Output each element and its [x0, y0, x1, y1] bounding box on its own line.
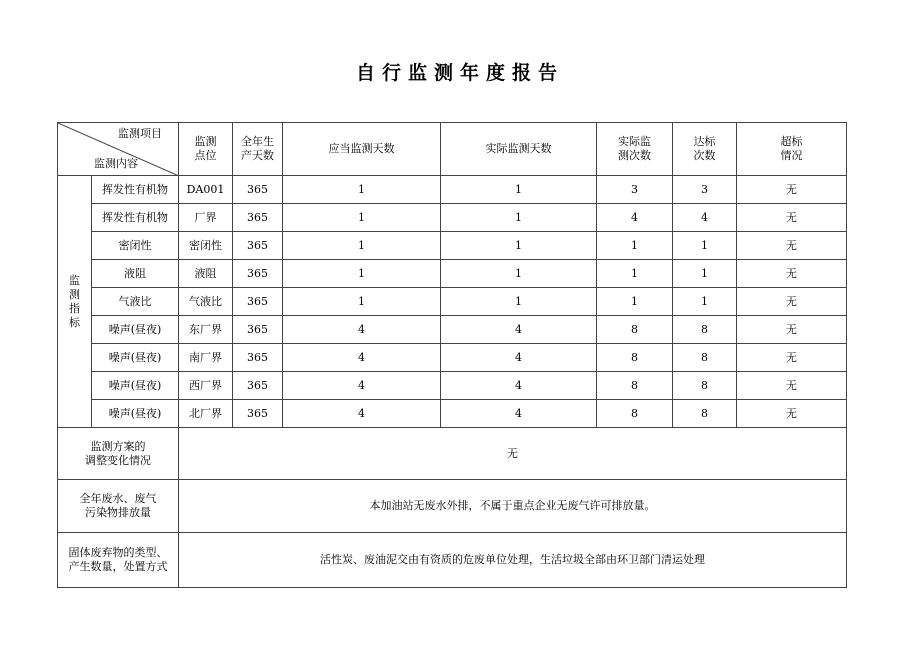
- cell-planned: 4: [283, 316, 441, 344]
- cell-item: 气液比: [92, 288, 179, 316]
- cell-item: 噪声(昼夜): [92, 372, 179, 400]
- cell-times: 3: [597, 176, 673, 204]
- header-pass-times: 达标 次数: [673, 123, 737, 176]
- cell-days: 365: [233, 372, 283, 400]
- cell-point: 密闭性: [179, 232, 233, 260]
- cell-item: 噪声(昼夜): [92, 316, 179, 344]
- header-planned-days: 应当监测天数: [283, 123, 441, 176]
- cell-point: 西厂界: [179, 372, 233, 400]
- cell-item: 挥发性有机物: [92, 204, 179, 232]
- cell-times: 8: [597, 316, 673, 344]
- section-label: 全年废水、废气 污染物排放量: [58, 480, 179, 533]
- cell-exceed: 无: [737, 232, 847, 260]
- cell-exceed: 无: [737, 400, 847, 428]
- section-value: 无: [179, 428, 847, 480]
- monitoring-report-table: [57, 122, 847, 588]
- cell-times: 8: [597, 344, 673, 372]
- cell-days: 365: [233, 288, 283, 316]
- cell-actual: 1: [441, 232, 597, 260]
- cell-times: 8: [597, 372, 673, 400]
- cell-exceed: 无: [737, 204, 847, 232]
- section-solid-waste: [58, 533, 847, 588]
- cell-planned: 1: [283, 176, 441, 204]
- cell-days: 365: [233, 204, 283, 232]
- header-days: 全年生 产天数: [233, 123, 283, 176]
- cell-item: 密闭性: [92, 232, 179, 260]
- header-row: [58, 123, 847, 176]
- cell-item: 噪声(昼夜): [92, 344, 179, 372]
- section-value: 本加油站无废水外排，不属于重点企业无废气许可排放量。: [179, 480, 847, 533]
- cell-exceed: 无: [737, 316, 847, 344]
- cell-point: 液阻: [179, 260, 233, 288]
- cell-pass: 1: [673, 288, 737, 316]
- cell-days: 365: [233, 316, 283, 344]
- table-row: [58, 204, 847, 232]
- cell-times: 1: [597, 232, 673, 260]
- header-actual-days: 实际监测天数: [441, 123, 597, 176]
- cell-pass: 1: [673, 260, 737, 288]
- cell-days: 365: [233, 344, 283, 372]
- cell-actual: 4: [441, 344, 597, 372]
- table-row: [58, 400, 847, 428]
- header-content: 监测内容: [94, 157, 138, 170]
- cell-planned: 1: [283, 260, 441, 288]
- cell-exceed: 无: [737, 176, 847, 204]
- cell-pass: 8: [673, 372, 737, 400]
- group-label-monitoring-indicators: 监 测 指 标: [58, 176, 92, 428]
- cell-days: 365: [233, 176, 283, 204]
- cell-planned: 1: [283, 288, 441, 316]
- cell-item: 挥发性有机物: [92, 176, 179, 204]
- diagonal-header-cell: [58, 123, 179, 176]
- cell-pass: 1: [673, 232, 737, 260]
- cell-exceed: 无: [737, 344, 847, 372]
- cell-times: 1: [597, 288, 673, 316]
- cell-pass: 3: [673, 176, 737, 204]
- cell-point: 厂界: [179, 204, 233, 232]
- cell-actual: 1: [441, 260, 597, 288]
- table-row: [58, 372, 847, 400]
- cell-days: 365: [233, 232, 283, 260]
- cell-days: 365: [233, 400, 283, 428]
- cell-point: 南厂界: [179, 344, 233, 372]
- cell-point: 东厂界: [179, 316, 233, 344]
- cell-pass: 8: [673, 344, 737, 372]
- section-plan-adjustment: [58, 428, 847, 480]
- cell-pass: 8: [673, 400, 737, 428]
- report-title: 自行监测年度报告: [355, 62, 564, 84]
- header-actual-times: 实际监 测次数: [597, 123, 673, 176]
- cell-item: 噪声(昼夜): [92, 400, 179, 428]
- cell-actual: 4: [441, 400, 597, 428]
- cell-times: 4: [597, 204, 673, 232]
- section-emissions: [58, 480, 847, 533]
- header-point: 监测 点位: [179, 123, 233, 176]
- cell-exceed: 无: [737, 372, 847, 400]
- cell-exceed: 无: [737, 260, 847, 288]
- cell-days: 365: [233, 260, 283, 288]
- table-row: [58, 316, 847, 344]
- table-row: [58, 288, 847, 316]
- cell-pass: 4: [673, 204, 737, 232]
- cell-planned: 1: [283, 204, 441, 232]
- cell-point: DA001: [179, 176, 233, 204]
- table-row: [58, 176, 847, 204]
- table-row: [58, 344, 847, 372]
- cell-actual: 4: [441, 316, 597, 344]
- section-value: 活性炭、废油泥交由有资质的危废单位处理，生活垃圾全部由环卫部门清运处理: [179, 533, 847, 588]
- cell-actual: 1: [441, 204, 597, 232]
- cell-point: 北厂界: [179, 400, 233, 428]
- cell-item: 液阻: [92, 260, 179, 288]
- table-row: [58, 232, 847, 260]
- cell-exceed: 无: [737, 288, 847, 316]
- cell-planned: 4: [283, 400, 441, 428]
- cell-planned: 4: [283, 372, 441, 400]
- section-label: 固体废弃物的类型、 产生数量，处置方式: [58, 533, 179, 588]
- cell-actual: 1: [441, 288, 597, 316]
- section-label: 监测方案的 调整变化情况: [58, 428, 179, 480]
- table-row: [58, 260, 847, 288]
- cell-pass: 8: [673, 316, 737, 344]
- cell-actual: 4: [441, 372, 597, 400]
- cell-times: 8: [597, 400, 673, 428]
- cell-planned: 4: [283, 344, 441, 372]
- cell-point: 气液比: [179, 288, 233, 316]
- cell-planned: 1: [283, 232, 441, 260]
- header-exceed: 超标 情况: [737, 123, 847, 176]
- cell-actual: 1: [441, 176, 597, 204]
- cell-times: 1: [597, 260, 673, 288]
- header-item: 监测项目: [118, 127, 162, 140]
